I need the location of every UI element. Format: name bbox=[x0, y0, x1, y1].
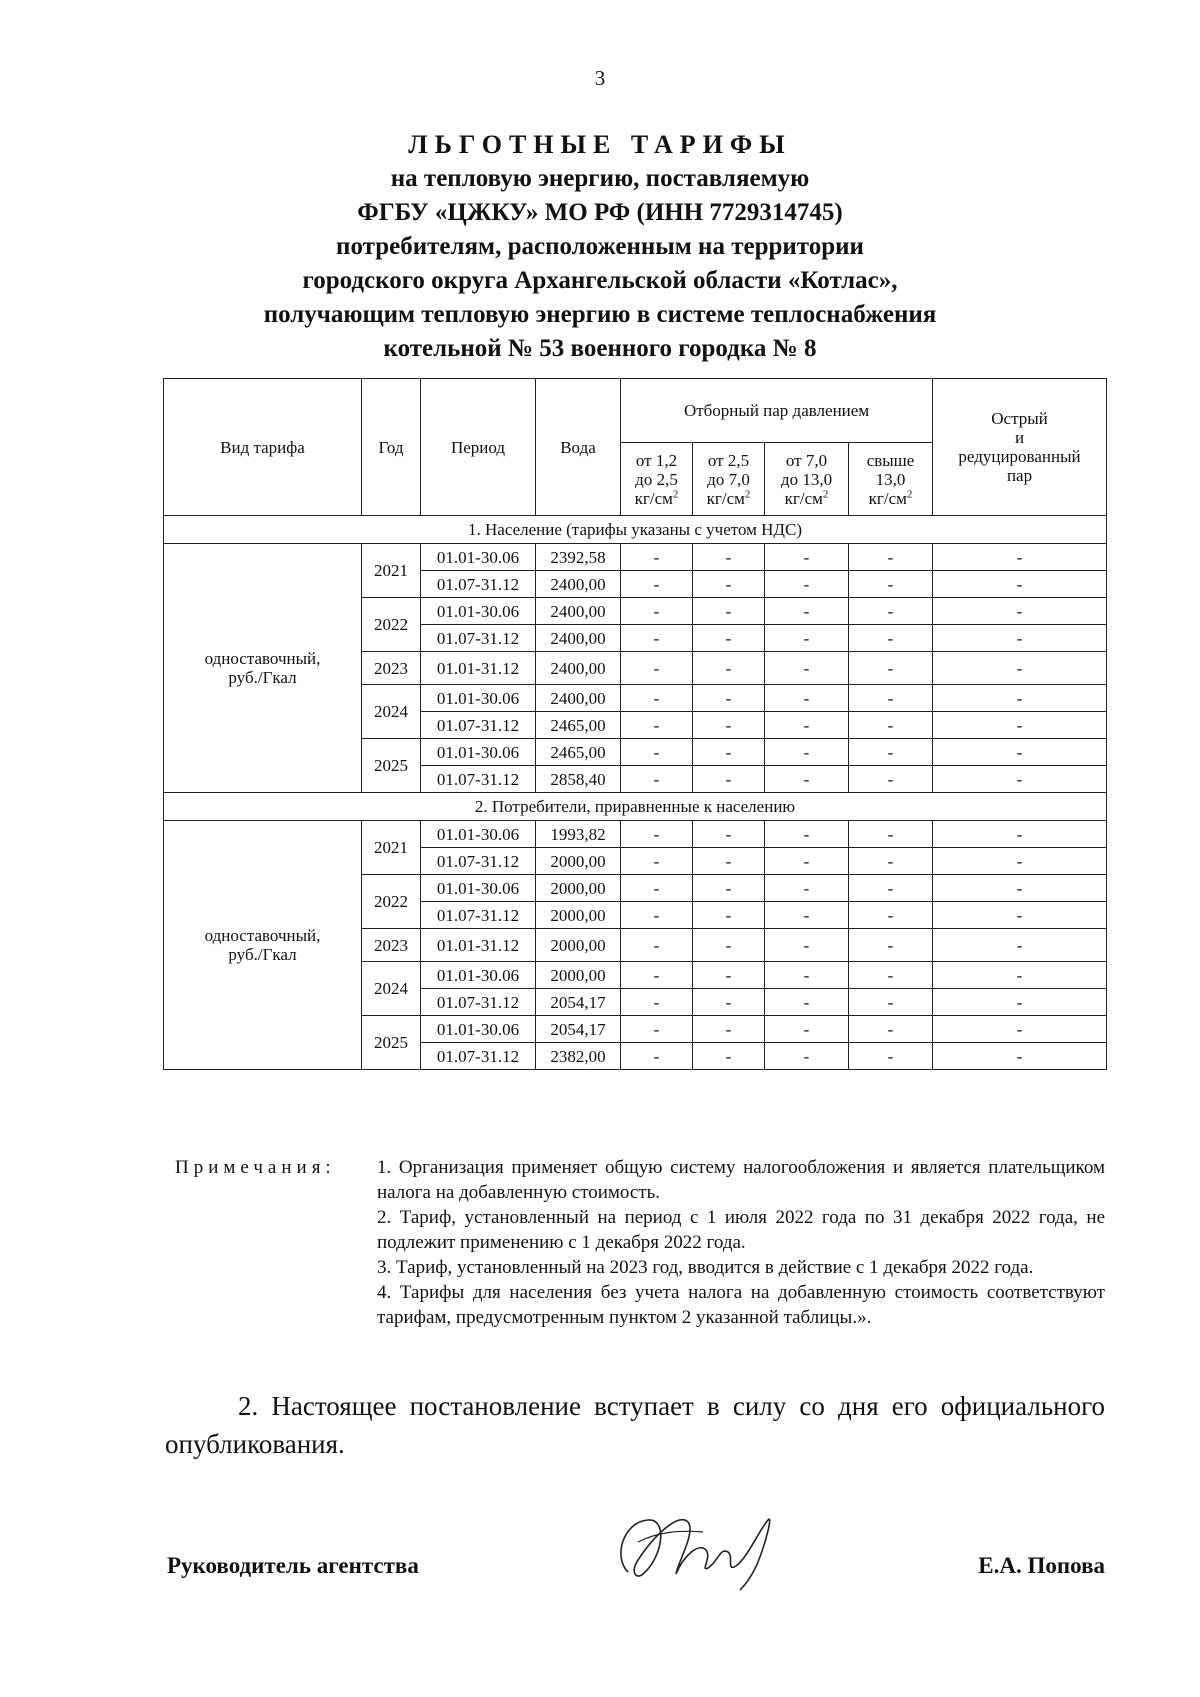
signer-title: Руководитель агентства bbox=[167, 1553, 419, 1578]
header-sharp-steam-line: Острый bbox=[991, 409, 1048, 428]
header-steam-unit bbox=[697, 489, 760, 508]
empty-value-cell: - bbox=[621, 821, 693, 848]
empty-value-cell: - bbox=[765, 1043, 849, 1070]
header-steam-col bbox=[693, 443, 765, 516]
water-cell: 2858,40 bbox=[536, 766, 621, 793]
water-cell: 2400,00 bbox=[536, 652, 621, 685]
empty-value-cell: - bbox=[849, 875, 933, 902]
header-steam-line: от 2,5 bbox=[707, 450, 750, 470]
empty-value-cell: - bbox=[849, 962, 933, 989]
empty-value-cell: - bbox=[693, 739, 765, 766]
notes-list bbox=[377, 1155, 1105, 1330]
header-steam-col bbox=[621, 443, 693, 516]
decree-paragraph: 2. Настоящее постановление вступает в силу со дня его официального опубликования. bbox=[165, 1391, 1105, 1459]
empty-value-cell: - bbox=[765, 625, 849, 652]
empty-value-cell: - bbox=[765, 929, 849, 962]
header-steam-unit bbox=[853, 489, 928, 508]
note-item: 2. Тариф, установленный на период с 1 июля 2022 года по 31 декабря 2022 года, не подлежит применению с 1 декабря 2022 года. bbox=[377, 1207, 1105, 1253]
unit-power: 2 bbox=[906, 487, 913, 500]
empty-value-cell: - bbox=[621, 625, 693, 652]
empty-value-cell: - bbox=[933, 598, 1107, 625]
note-item: 1. Организация применяет общую систему налогообложения и является плательщиком налога на добавленную стоимость. bbox=[377, 1157, 1105, 1203]
note-item: 4. Тарифы для населения без учета налога на добавленную стоимость соответствуют тарифам, предусмотренным пунктом 2 указанной таблицы.». bbox=[377, 1282, 1105, 1328]
section-row bbox=[164, 793, 1107, 821]
empty-value-cell: - bbox=[765, 989, 849, 1016]
water-cell: 2054,17 bbox=[536, 1016, 621, 1043]
year-cell: 2022 bbox=[362, 598, 421, 652]
empty-value-cell: - bbox=[849, 821, 933, 848]
empty-value-cell: - bbox=[693, 1016, 765, 1043]
year-cell: 2023 bbox=[362, 652, 421, 685]
empty-value-cell: - bbox=[849, 929, 933, 962]
unit-power: 2 bbox=[744, 487, 751, 500]
tariff-type-cell bbox=[164, 821, 362, 1070]
empty-value-cell: - bbox=[693, 902, 765, 929]
period-cell: 01.01-30.06 bbox=[421, 739, 536, 766]
empty-value-cell: - bbox=[621, 1016, 693, 1043]
water-cell: 1993,82 bbox=[536, 821, 621, 848]
period-cell: 01.01-30.06 bbox=[421, 962, 536, 989]
period-cell: 01.01-30.06 bbox=[421, 544, 536, 571]
empty-value-cell: - bbox=[933, 1016, 1107, 1043]
empty-value-cell: - bbox=[765, 652, 849, 685]
empty-value-cell: - bbox=[933, 962, 1107, 989]
header-steam-col bbox=[849, 443, 933, 516]
empty-value-cell: - bbox=[933, 848, 1107, 875]
table-row bbox=[164, 821, 1107, 848]
header-sharp-steam-line: пар bbox=[1006, 466, 1033, 485]
empty-value-cell: - bbox=[849, 652, 933, 685]
empty-value-cell: - bbox=[765, 962, 849, 989]
unit-text: кг/см bbox=[868, 488, 907, 508]
signer-name: Е.А. Попова bbox=[978, 1553, 1105, 1578]
empty-value-cell: - bbox=[849, 712, 933, 739]
header-water: Вода bbox=[536, 379, 621, 516]
period-cell: 01.01-30.06 bbox=[421, 598, 536, 625]
header-sharp-steam bbox=[933, 379, 1107, 516]
empty-value-cell: - bbox=[693, 652, 765, 685]
empty-value-cell: - bbox=[621, 929, 693, 962]
empty-value-cell: - bbox=[933, 739, 1107, 766]
empty-value-cell: - bbox=[621, 571, 693, 598]
header-steam-line: от 7,0 bbox=[785, 450, 828, 470]
unit-text: кг/см bbox=[634, 488, 673, 508]
water-cell: 2000,00 bbox=[536, 929, 621, 962]
empty-value-cell: - bbox=[765, 712, 849, 739]
water-cell: 2054,17 bbox=[536, 989, 621, 1016]
empty-value-cell: - bbox=[621, 652, 693, 685]
empty-value-cell: - bbox=[765, 766, 849, 793]
section-row bbox=[164, 516, 1107, 544]
empty-value-cell: - bbox=[621, 962, 693, 989]
period-cell: 01.07-31.12 bbox=[421, 1043, 536, 1070]
empty-value-cell: - bbox=[693, 1043, 765, 1070]
empty-value-cell: - bbox=[693, 929, 765, 962]
empty-value-cell: - bbox=[849, 571, 933, 598]
header-steam-unit bbox=[625, 489, 688, 508]
water-cell: 2392,58 bbox=[536, 544, 621, 571]
empty-value-cell: - bbox=[693, 712, 765, 739]
header-steam-line: 13,0 bbox=[875, 469, 906, 489]
page-number: 3 bbox=[594, 66, 606, 90]
unit-power: 2 bbox=[672, 487, 679, 500]
section-title: 2. Потребители, приравненные к населению bbox=[164, 793, 1107, 821]
period-cell: 01.07-31.12 bbox=[421, 848, 536, 875]
water-cell: 2382,00 bbox=[536, 1043, 621, 1070]
unit-power: 2 bbox=[822, 487, 829, 500]
note-item: 3. Тариф, установленный на 2023 год, вводится в действие с 1 декабря 2022 года. bbox=[377, 1257, 1034, 1278]
empty-value-cell: - bbox=[933, 544, 1107, 571]
year-cell: 2025 bbox=[362, 1016, 421, 1070]
period-cell: 01.01-30.06 bbox=[421, 1016, 536, 1043]
water-cell: 2400,00 bbox=[536, 571, 621, 598]
water-cell: 2000,00 bbox=[536, 902, 621, 929]
empty-value-cell: - bbox=[765, 571, 849, 598]
title-line: ФГБУ «ЦЖКУ» МО РФ (ИНН 7729314745) bbox=[357, 199, 843, 226]
year-cell: 2021 bbox=[362, 544, 421, 598]
year-cell: 2023 bbox=[362, 929, 421, 962]
document-title bbox=[0, 128, 1200, 366]
unit-text: кг/см bbox=[706, 488, 745, 508]
empty-value-cell: - bbox=[621, 902, 693, 929]
empty-value-cell: - bbox=[621, 989, 693, 1016]
period-cell: 01.07-31.12 bbox=[421, 625, 536, 652]
empty-value-cell: - bbox=[621, 712, 693, 739]
year-cell: 2024 bbox=[362, 685, 421, 739]
water-cell: 2400,00 bbox=[536, 598, 621, 625]
empty-value-cell: - bbox=[693, 821, 765, 848]
empty-value-cell: - bbox=[765, 739, 849, 766]
year-cell: 2022 bbox=[362, 875, 421, 929]
section-title: 1. Население (тарифы указаны с учетом НДС) bbox=[164, 516, 1107, 544]
tariff-type-cell bbox=[164, 544, 362, 793]
empty-value-cell: - bbox=[621, 1043, 693, 1070]
title-main: ЛЬГОТНЫЕ ТАРИФЫ bbox=[408, 130, 792, 159]
empty-value-cell: - bbox=[693, 685, 765, 712]
period-cell: 01.07-31.12 bbox=[421, 902, 536, 929]
header-year: Год bbox=[362, 379, 421, 516]
year-cell: 2025 bbox=[362, 739, 421, 793]
table-row bbox=[164, 544, 1107, 571]
empty-value-cell: - bbox=[693, 598, 765, 625]
empty-value-cell: - bbox=[933, 625, 1107, 652]
empty-value-cell: - bbox=[693, 875, 765, 902]
empty-value-cell: - bbox=[933, 712, 1107, 739]
water-cell: 2465,00 bbox=[536, 739, 621, 766]
empty-value-cell: - bbox=[933, 821, 1107, 848]
empty-value-cell: - bbox=[765, 598, 849, 625]
tariff-table bbox=[163, 378, 1107, 1070]
title-line: городского округа Архангельской области «Котлас», bbox=[302, 267, 898, 294]
header-steam-col bbox=[765, 443, 849, 516]
header-steam-line: свыше bbox=[866, 450, 915, 470]
period-cell: 01.01-30.06 bbox=[421, 821, 536, 848]
tariff-type-line: одноставочный, bbox=[204, 649, 321, 668]
header-steam-line: до 2,5 bbox=[635, 469, 678, 489]
header-steam-line: до 13,0 bbox=[780, 469, 833, 489]
header-period: Период bbox=[421, 379, 536, 516]
period-cell: 01.07-31.12 bbox=[421, 712, 536, 739]
period-cell: 01.01-31.12 bbox=[421, 929, 536, 962]
unit-text: кг/см bbox=[784, 488, 823, 508]
title-line: получающим тепловую энергию в системе теплоснабжения bbox=[263, 301, 937, 328]
empty-value-cell: - bbox=[693, 989, 765, 1016]
empty-value-cell: - bbox=[849, 848, 933, 875]
period-cell: 01.01-31.12 bbox=[421, 652, 536, 685]
empty-value-cell: - bbox=[693, 544, 765, 571]
empty-value-cell: - bbox=[621, 848, 693, 875]
empty-value-cell: - bbox=[933, 652, 1107, 685]
empty-value-cell: - bbox=[765, 544, 849, 571]
empty-value-cell: - bbox=[765, 848, 849, 875]
empty-value-cell: - bbox=[621, 544, 693, 571]
period-cell: 01.07-31.12 bbox=[421, 766, 536, 793]
empty-value-cell: - bbox=[765, 875, 849, 902]
water-cell: 2000,00 bbox=[536, 848, 621, 875]
empty-value-cell: - bbox=[849, 598, 933, 625]
tariff-type-line: руб./Гкал bbox=[228, 945, 297, 964]
empty-value-cell: - bbox=[621, 739, 693, 766]
water-cell: 2000,00 bbox=[536, 875, 621, 902]
empty-value-cell: - bbox=[849, 989, 933, 1016]
empty-value-cell: - bbox=[693, 848, 765, 875]
empty-value-cell: - bbox=[933, 1043, 1107, 1070]
title-line: котельной № 53 военного городка № 8 bbox=[383, 335, 817, 362]
empty-value-cell: - bbox=[849, 625, 933, 652]
empty-value-cell: - bbox=[849, 685, 933, 712]
empty-value-cell: - bbox=[849, 1043, 933, 1070]
empty-value-cell: - bbox=[849, 739, 933, 766]
header-tariff-type: Вид тарифа bbox=[164, 379, 362, 516]
empty-value-cell: - bbox=[933, 929, 1107, 962]
empty-value-cell: - bbox=[933, 685, 1107, 712]
water-cell: 2400,00 bbox=[536, 685, 621, 712]
empty-value-cell: - bbox=[849, 902, 933, 929]
empty-value-cell: - bbox=[621, 766, 693, 793]
period-cell: 01.07-31.12 bbox=[421, 571, 536, 598]
empty-value-cell: - bbox=[933, 571, 1107, 598]
empty-value-cell: - bbox=[765, 1016, 849, 1043]
empty-value-cell: - bbox=[765, 902, 849, 929]
year-cell: 2024 bbox=[362, 962, 421, 1016]
empty-value-cell: - bbox=[933, 902, 1107, 929]
title-line: на тепловую энергию, поставляемую bbox=[390, 165, 810, 192]
notes-label: Примечания: bbox=[175, 1157, 336, 1178]
empty-value-cell: - bbox=[621, 875, 693, 902]
empty-value-cell: - bbox=[621, 685, 693, 712]
header-sharp-steam-line: редуцированный bbox=[958, 447, 1081, 466]
empty-value-cell: - bbox=[765, 821, 849, 848]
period-cell: 01.01-30.06 bbox=[421, 875, 536, 902]
empty-value-cell: - bbox=[933, 766, 1107, 793]
empty-value-cell: - bbox=[693, 766, 765, 793]
empty-value-cell: - bbox=[933, 875, 1107, 902]
water-cell: 2000,00 bbox=[536, 962, 621, 989]
empty-value-cell: - bbox=[765, 685, 849, 712]
tariff-type-line: одноставочный, bbox=[204, 926, 321, 945]
water-cell: 2400,00 bbox=[536, 625, 621, 652]
header-steam-line: от 1,2 bbox=[635, 450, 678, 470]
header-sharp-steam-line: и bbox=[1014, 428, 1025, 447]
empty-value-cell: - bbox=[693, 962, 765, 989]
empty-value-cell: - bbox=[933, 989, 1107, 1016]
period-cell: 01.01-30.06 bbox=[421, 685, 536, 712]
empty-value-cell: - bbox=[621, 598, 693, 625]
header-steam-group: Отборный пар давлением bbox=[621, 379, 933, 443]
empty-value-cell: - bbox=[849, 766, 933, 793]
water-cell: 2465,00 bbox=[536, 712, 621, 739]
empty-value-cell: - bbox=[849, 544, 933, 571]
empty-value-cell: - bbox=[693, 571, 765, 598]
signature-image bbox=[608, 1502, 778, 1592]
year-cell: 2021 bbox=[362, 821, 421, 875]
period-cell: 01.07-31.12 bbox=[421, 989, 536, 1016]
empty-value-cell: - bbox=[693, 625, 765, 652]
tariff-type-line: руб./Гкал bbox=[228, 668, 297, 687]
empty-value-cell: - bbox=[849, 1016, 933, 1043]
title-line: потребителям, расположенным на территории bbox=[336, 233, 864, 260]
header-steam-unit bbox=[769, 489, 844, 508]
header-steam-line: до 7,0 bbox=[707, 469, 750, 489]
